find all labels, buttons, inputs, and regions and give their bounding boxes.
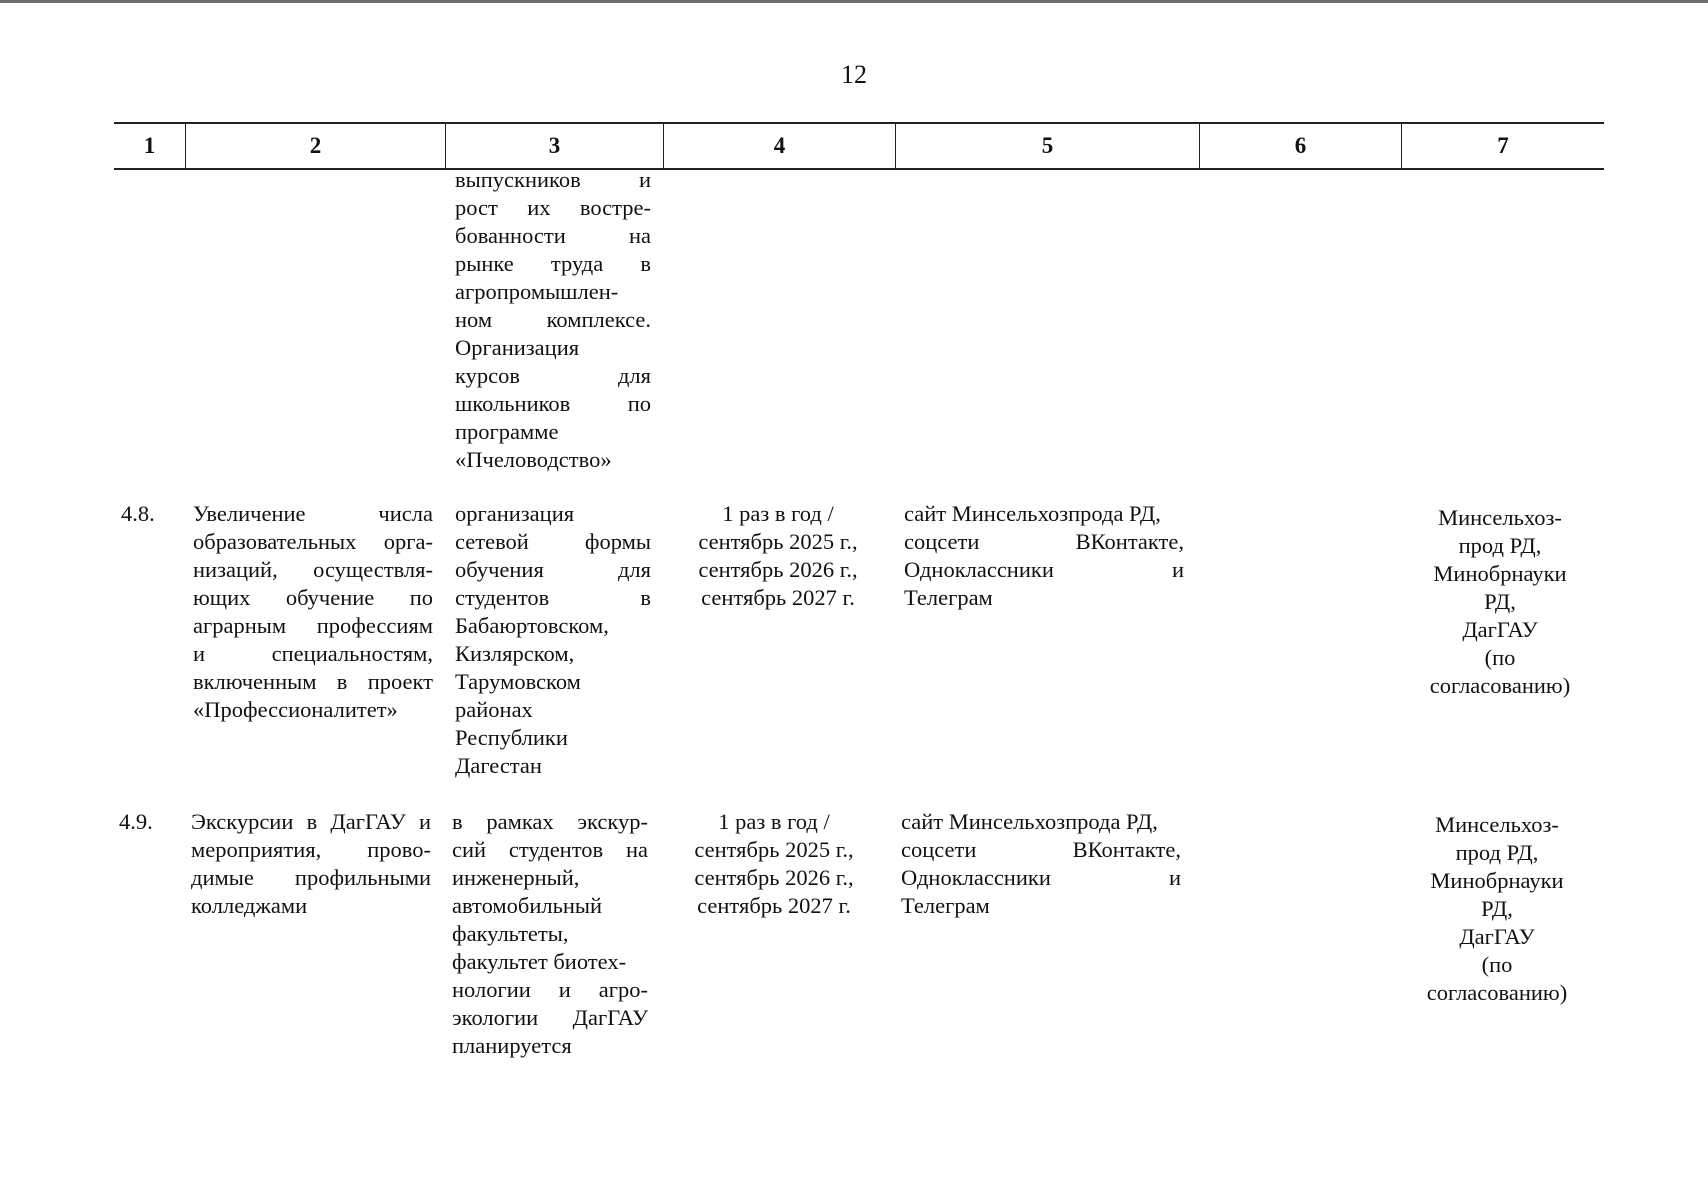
header-col-1: 1 <box>114 124 186 168</box>
header-col-3: 3 <box>446 124 664 168</box>
header-col-4: 4 <box>664 124 896 168</box>
continuation-line: курсов для <box>455 363 651 388</box>
description-line: Республики <box>455 725 568 750</box>
continuation-line: Организация <box>455 335 580 360</box>
continuation-col-3 <box>455 166 651 474</box>
description-line: Тарумовском <box>455 669 581 694</box>
measure-name-line: колледжами <box>191 893 308 918</box>
row-number: 4.9. <box>119 809 153 834</box>
table-header-row <box>114 122 1604 170</box>
responsible-line: Минсельхоз- <box>1435 812 1559 837</box>
media-line: сайт Минсельхозпрода РД, <box>901 809 1158 834</box>
schedule-line: сентябрь 2027 г. <box>701 585 855 610</box>
description-cell <box>452 808 648 1060</box>
continuation-line: бованности на <box>455 223 651 248</box>
schedule-cell <box>668 500 888 612</box>
media-line: Телеграм <box>901 893 990 918</box>
row-number: 4.8. <box>121 501 155 526</box>
continuation-line: рост их востре- <box>455 195 651 220</box>
measure-name-cell <box>191 808 431 920</box>
responsible-cell <box>1402 811 1592 1007</box>
schedule-line: сентябрь 2026 г., <box>694 865 854 890</box>
description-line: организация <box>455 501 575 526</box>
media-line: Одноклассники и <box>904 557 1184 582</box>
measure-name-line: аграрным профессиям <box>193 613 433 638</box>
header-col-5: 5 <box>896 124 1200 168</box>
description-line: в рамках экскур- <box>452 809 648 834</box>
continuation-line: рынке труда в <box>455 251 651 276</box>
measure-name-line: образовательных орга- <box>193 529 433 554</box>
description-line: студентов в <box>455 585 651 610</box>
measure-name-line: ющих обучение по <box>193 585 433 610</box>
measure-name-line: «Профессионалитет» <box>193 697 398 722</box>
description-line: Дагестан <box>455 753 542 778</box>
media-line: сайт Минсельхозпрода РД, <box>904 501 1161 526</box>
header-col-2: 2 <box>186 124 446 168</box>
responsible-line: прод РД, <box>1455 840 1539 865</box>
schedule-line: 1 раз в год / <box>718 809 830 834</box>
responsible-line: (по <box>1484 645 1516 670</box>
header-col-7: 7 <box>1497 133 1509 158</box>
media-line: соцсети ВКонтакте, <box>904 529 1184 554</box>
responsible-line: Минсельхоз- <box>1438 505 1562 530</box>
responsible-line: (по <box>1481 952 1513 977</box>
responsible-line: согласованию) <box>1429 673 1571 698</box>
schedule-line: сентябрь 2026 г., <box>698 557 858 582</box>
description-line: Кизлярском, <box>455 641 575 666</box>
description-line: районах <box>455 697 533 722</box>
description-line: обучения для <box>455 557 651 582</box>
schedule-line: 1 раз в год / <box>722 501 834 526</box>
continuation-line: школьников по <box>455 391 651 416</box>
responsible-line: согласованию) <box>1426 980 1568 1005</box>
schedule-cell <box>664 808 884 920</box>
description-line: Бабаюртовском, <box>455 613 609 638</box>
schedule-line: сентябрь 2025 г., <box>694 837 854 862</box>
measure-name-line: и специальностям, <box>193 641 433 666</box>
description-line: факультет биотех- <box>452 949 627 974</box>
page-number: 12 <box>841 60 867 89</box>
continuation-line: программе <box>455 419 559 444</box>
measure-name-line: включенным в проект <box>193 669 433 694</box>
scan-top-edge <box>0 0 1708 3</box>
measure-name-line: мероприятия, прово- <box>191 837 431 862</box>
responsible-line: РД, <box>1481 896 1513 921</box>
schedule-line: сентябрь 2025 г., <box>698 529 858 554</box>
description-line: автомобильный <box>452 893 603 918</box>
responsible-line: прод РД, <box>1458 533 1542 558</box>
header-col-6: 6 <box>1200 124 1402 168</box>
media-line: соцсети ВКонтакте, <box>901 837 1181 862</box>
schedule-line: сентябрь 2027 г. <box>697 893 851 918</box>
measure-name-line: Увеличение числа <box>193 501 433 526</box>
description-line: сетевой формы <box>455 529 651 554</box>
responsible-line: ДагГАУ <box>1459 924 1535 949</box>
measure-name-cell <box>193 500 433 724</box>
continuation-line: ном комплексе. <box>455 307 651 332</box>
description-line: экологии ДагГАУ <box>452 1005 648 1030</box>
description-line: планируется <box>452 1033 572 1058</box>
description-cell <box>455 500 651 780</box>
responsible-cell <box>1405 504 1595 700</box>
responsible-line: Минобрнауки <box>1430 868 1564 893</box>
continuation-line: агропромышлен- <box>455 279 619 304</box>
description-line: нологии и агро- <box>452 977 648 1002</box>
measure-name-line: низаций, осуществля- <box>193 557 433 582</box>
media-line: Телеграм <box>904 585 993 610</box>
description-line: сий студентов на <box>452 837 648 862</box>
description-line: инженерный, <box>452 865 580 890</box>
media-line: Одноклассники и <box>901 865 1181 890</box>
media-cell <box>904 500 1184 612</box>
continuation-line: «Пчеловодство» <box>455 447 612 472</box>
continuation-line: выпускников и <box>455 167 651 192</box>
description-line: факультеты, <box>452 921 569 946</box>
measure-name-line: Экскурсии в ДагГАУ и <box>191 809 431 834</box>
responsible-line: РД, <box>1484 589 1516 614</box>
measure-name-line: димые профильными <box>191 865 431 890</box>
responsible-line: ДагГАУ <box>1462 617 1538 642</box>
media-cell <box>901 808 1181 920</box>
responsible-line: Минобрнауки <box>1433 561 1567 586</box>
